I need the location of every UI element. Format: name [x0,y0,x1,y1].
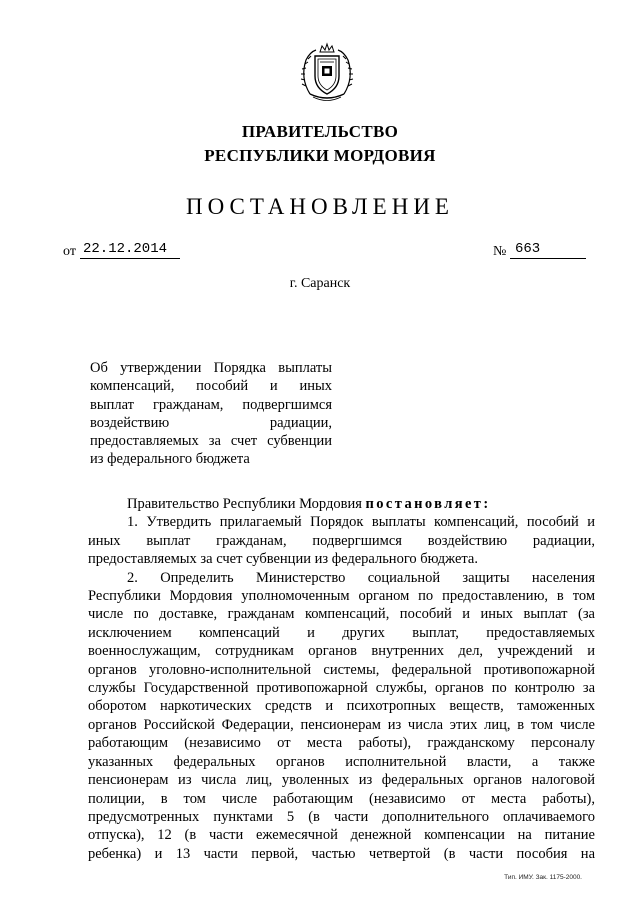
body-line: иных выплат гражданам, подвергшимся воздействию радиации, [88,532,595,549]
body-line: военнослужащим, сотрудникам органов внутренних дел, учреждений и [88,643,595,660]
issuing-authority-line2: РЕСПУБЛИКИ МОРДОВИЯ [204,146,436,165]
date-underline [80,258,180,259]
document-body [88,495,595,863]
document-subject [90,359,332,469]
city-name: г. Саранск [289,276,351,291]
date-prefix: от [63,244,76,259]
preamble-emphasis: постановляет: [365,496,491,512]
body-line: предоставляемых за счет субвенции из федерального бюджета. [88,551,478,568]
coat-of-arms-emblem [298,42,356,104]
printing-note: Тип. ИМУ. Зак. 1175-2000. [504,874,582,881]
preamble [88,495,595,513]
subject-line: Об утверждении Порядка выплаты [90,360,332,376]
preamble-text: Правительство Республики Мордовия [127,496,362,512]
body-line: 2. Определить Министерство социальной защиты населения [127,569,595,586]
body-line: отпуска), 12 (в части ежемесячной денежной компенсации на питание [88,827,595,844]
body-line: указанных федеральных органов исполнительной власти, а также [88,753,595,770]
number-underline [510,258,586,259]
issuing-authority-line1: ПРАВИТЕЛЬСТВО [241,122,399,141]
document-number [493,241,541,260]
body-line: органов уголовно-исполнительной системы, федеральной противопожарной [88,661,595,678]
body-line: оборотом наркотических средств и психотропных веществ, таможенных [88,698,595,715]
body-line: Республики Мордовия уполномоченным органом по предоставлению, в том [88,588,595,605]
body-line: числе по доставке, гражданам компенсаций, пособий и иных выплат (за [88,606,595,623]
body-line: работающим (независимо от места работы), гражданскому персоналу [88,735,595,752]
body-line: 1. Утвердить прилагаемый Порядок выплаты компенсаций, пособий и [127,514,595,531]
subject-line: воздействию радиации, [90,414,332,431]
number-prefix: № [493,244,507,259]
body-line: предусмотренных пунктами 5 (в части дополнительного оплачиваемого [88,808,595,825]
body-line: исключением компенсаций и других выплат, предоставляемых [88,624,595,641]
body-line: пенсионерам из числа лиц, уволенных из федеральных органов налоговой [88,772,595,789]
subject-line: из федерального бюджета [90,451,250,468]
body-line: органов Российской Федерации, пенсионерам из числа этих лиц, в том числе [88,716,595,733]
body-line: полиции, в том числе работающим (независимо от места работы), [88,790,595,807]
body-line: ребенка) и 13 части первой, частью четвертой (в части пособия на [88,845,595,862]
document-date [63,241,168,260]
date-value: 22.12.2014 [83,241,168,257]
document-type-title: ПОСТАНОВЛЕНИЕ [186,194,454,219]
subject-line: компенсаций, пособий и иных [90,378,332,395]
number-value: 663 [515,241,541,257]
subject-line: выплат гражданам, подвергшимся [90,396,332,413]
body-line: службы Государственной противопожарной службы, органов по контролю за [88,680,595,697]
subject-line: предоставляемых за счет субвенции [90,433,332,450]
